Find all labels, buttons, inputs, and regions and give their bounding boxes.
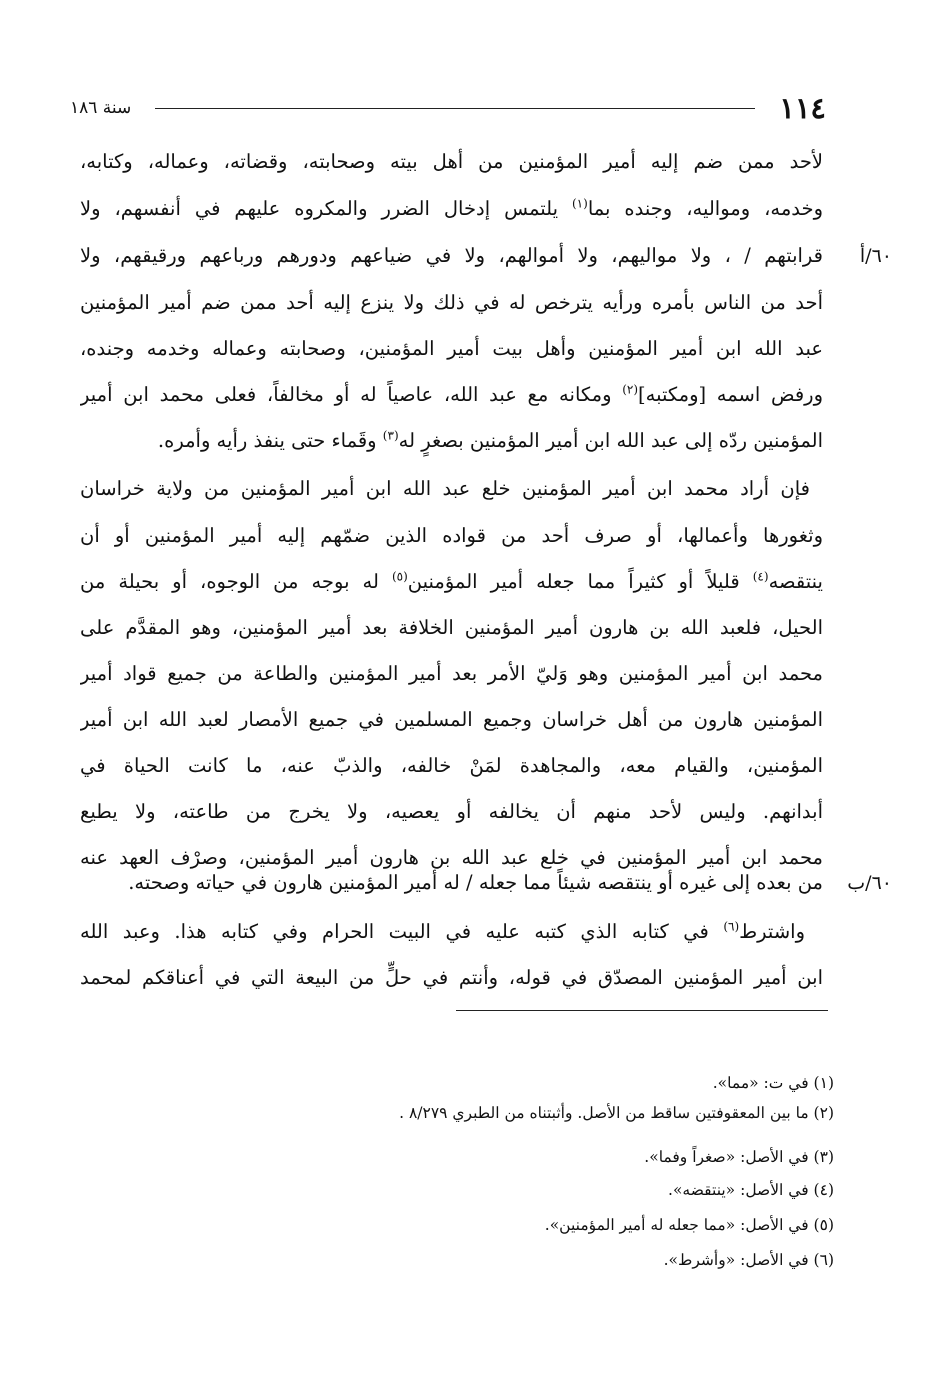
text-line-13: المؤمنين هارون من أهل خراسان وجميع المسلمين في جميع الأمصار لعبد الله ابن أمير bbox=[80, 708, 823, 731]
text-line-5: عبد الله ابن أمير المؤمنين وأهل بيت أمير المؤمنين، وصحابته وعماله وخدمه وجنده، bbox=[80, 337, 823, 360]
manuscript-folio-note-60b: ٦٠/ب bbox=[847, 872, 892, 894]
footnote-ref-5: (٥) bbox=[391, 569, 408, 584]
text-line-14: المؤمنين، والقيام معه، والمجاهدة لمَنْ خالفه، والذبّ عنه، ما كانت الحياة في bbox=[80, 754, 823, 777]
footnote-6: (٦) في الأصل: «وأشرط». bbox=[663, 1251, 834, 1269]
running-title-year: سنة ١٨٦ bbox=[70, 98, 132, 118]
footnote-separator bbox=[456, 1010, 828, 1011]
text-line-15: أبدانهم. وليس لأحد منهم أن يخالفه أو يعصيه، ولا يخرج من طاعته، ولا يطيع bbox=[80, 800, 823, 823]
page-number: ١١٤ bbox=[779, 91, 826, 125]
footnote-3: (٣) في الأصل: «صغراً وفما». bbox=[644, 1148, 834, 1166]
footnote-ref-2: (٢) bbox=[622, 382, 639, 397]
text-line-2: وخدمه، ومواليه، وجنده بما$^{(١)}$ يلتمس إدخال الضرر والمكروه عليهم في أنفسهم، ولا bbox=[80, 196, 823, 220]
text-line-16: محمد ابن أمير المؤمنين في خلع عبد الله بن هارون أمير المؤمنين، وصرْف العهد عنه bbox=[80, 846, 823, 869]
footnote-ref-4: (٤) bbox=[752, 569, 769, 584]
footnote-ref-1: (١) bbox=[571, 196, 588, 211]
text-line-3: قرابتهم / ، ولا مواليهم، ولا أموالهم، ولا في ضياعهم ودورهم ورباعهم ورقيقهم، ولا bbox=[80, 244, 823, 267]
text-line-9: وثغورها وأعمالها، أو صرف أحد من قواده الذين ضمّهم إليه أمير المؤمنين أو أن bbox=[80, 524, 823, 547]
text-line-6: ورفض اسمه [ومكتبه]$^{(٢)}$ ومكانه مع عبد الله، عاصياً له أو مخالفاً، فعلى محمد ابن أمير bbox=[80, 382, 823, 406]
text-line-1: لأحد ممن ضم إليه أمير المؤمنين من أهل بيته وصحابته، وقضاته، وعماله، وكتابه، bbox=[80, 150, 823, 173]
text-line-12: محمد ابن أمير المؤمنين وهو وَليّ الأمر بعد أمير المؤمنين والطاعة من جميع قواد أمير bbox=[80, 662, 823, 685]
footnote-4: (٤) في الأصل: «ينتقضه». bbox=[668, 1181, 834, 1199]
text-line-8: فإن أراد محمد ابن أمير المؤمنين خلع عبد الله ابن أمير المؤمنين من ولاية خراسان bbox=[80, 477, 810, 500]
manuscript-folio-note-60a: ٦٠/أ bbox=[859, 245, 892, 267]
text-line-18: واشترط$^{(٦)}$ في كتابه الذي كتبه عليه في البيت الحرام وفي كتابه هذا. وعبد الله bbox=[80, 919, 805, 943]
footnote-5: (٥) في الأصل: «مما جعله له أمير المؤمنين». bbox=[544, 1216, 834, 1234]
text-line-4: أحد من الناس بأمره ورأيه يترخص له في ذلك ولا ينزع إليه أحد ممن ضم أمير المؤمنين bbox=[80, 291, 823, 314]
text-line-17: من بعده إلى غيره أو ينتقصه شيئاً مما جعله / له أمير المؤمنين هارون في حياته وصحته. bbox=[128, 871, 823, 894]
footnote-ref-3: (٣) bbox=[382, 428, 399, 443]
text-line-19: ابن أمير المؤمنين المصدّق في قوله، وأنتم في حلٍّ من البيعة التي في أعناقكم لمحمد bbox=[80, 966, 823, 989]
footnote-1: (١) في ت: «مما». bbox=[712, 1074, 834, 1092]
text-line-10: ينتقصه$^{(٤)}$ قليلاً أو كثيراً مما جعله أمير المؤمنين$^{(٥)}$ له بوجه من الوجوه، أو بحيلة من bbox=[80, 569, 823, 593]
page-header bbox=[70, 88, 826, 128]
footnote-2: (٢) ما بين المعقوفتين ساقط من الأصل. وأثبتناه من الطبري ٨/٢٧٩ . bbox=[399, 1104, 834, 1122]
text-line-7: المؤمنين ردّه إلى عبد الله ابن أمير المؤمنين بصغرٍ له$^{(٣)}$ وقَماء حتى ينفذ رأيه وأمره. bbox=[157, 428, 823, 452]
text-line-11: الحيل، فلعبد الله بن هارون أمير المؤمنين الخلافة بعد أمير المؤمنين، وهو المقدَّم على bbox=[80, 616, 823, 639]
header-rule bbox=[155, 108, 755, 109]
footnote-ref-6: (٦) bbox=[723, 919, 740, 934]
